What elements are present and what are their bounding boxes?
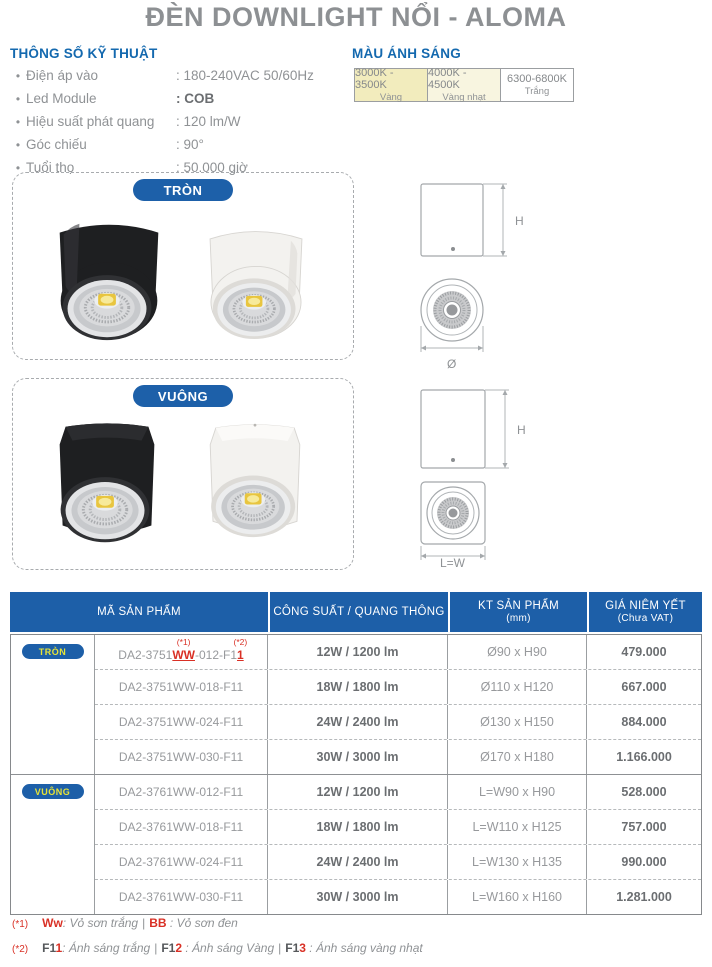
code-f12-digit: 2 <box>175 941 183 955</box>
spec-row-led-module <box>10 91 350 114</box>
group-badge-cell <box>11 775 95 914</box>
group-rows <box>95 775 701 914</box>
code-f13-prefix: F1 <box>285 941 300 955</box>
code-red-segment-ww: (*1) WW <box>172 637 195 662</box>
group-badge-cell <box>11 635 95 774</box>
header-power-flux: CÔNG SUẤT / QUANG THÔNG <box>268 592 448 632</box>
product-code-cell: DA2-3751WW-018-F11 <box>95 670 268 704</box>
square-lamp-black-image <box>41 411 173 559</box>
bullet-icon: • <box>15 161 21 175</box>
table-row <box>95 635 701 669</box>
diameter-dimension-label: Ø <box>447 357 457 371</box>
product-code-cell: DA2-3761WW-024-F11 <box>95 845 268 879</box>
bullet-icon: • <box>15 115 21 129</box>
footnote-ref-2: (*2) <box>233 637 248 647</box>
size-cell: Ø130 x H150 <box>448 705 587 739</box>
swatch-name: Trắng <box>524 86 550 97</box>
table-row <box>95 879 701 914</box>
code-f11-prefix: F1 <box>42 941 56 955</box>
table-row <box>95 669 701 704</box>
code-ww: Ww <box>42 916 63 930</box>
height-dimension-label: H <box>517 423 526 437</box>
power-cell: 30W / 3000 lm <box>268 880 448 914</box>
product-table <box>10 592 702 915</box>
spec-label: Tuổi thọ <box>26 160 75 175</box>
footnote-marker: (*1) <box>12 919 29 930</box>
header-product-code: MÃ SẢN PHẨM <box>97 606 181 618</box>
power-cell: 18W / 1800 lm <box>268 810 448 844</box>
table-body <box>10 634 702 915</box>
specs-heading: THÔNG SỐ KỸ THUẬT <box>10 46 158 61</box>
size-cell: Ø110 x H120 <box>448 670 587 704</box>
power-cell: 18W / 1800 lm <box>268 670 448 704</box>
size-cell: Ø90 x H90 <box>448 635 587 669</box>
round-lamp-black-image <box>43 207 175 353</box>
bullet-icon: • <box>15 92 21 106</box>
price-cell: 757.000 <box>621 820 667 834</box>
power-cell: 24W / 2400 lm <box>268 705 448 739</box>
size-cell: L=W160 x H160 <box>448 880 587 914</box>
price-cell: 1.281.000 <box>616 890 672 904</box>
price-cell: 1.166.000 <box>616 750 672 764</box>
swatch-cool <box>500 69 573 101</box>
power-cell: 24W / 2400 lm <box>268 845 448 879</box>
spec-label: Hiệu suất phát quang <box>26 114 155 129</box>
power-cell: 12W / 1200 lm <box>268 775 448 809</box>
round-group-badge: TRÒN <box>22 644 84 659</box>
table-row <box>95 739 701 774</box>
table-header-row <box>10 592 702 632</box>
light-color-table <box>354 68 574 102</box>
footnote-ref-1: (*1) <box>176 637 191 647</box>
code-bb: BB <box>149 916 167 930</box>
header-size: KT SẢN PHẨM (mm) <box>448 592 587 632</box>
product-code-cell: DA2-3751WW-024-F11 <box>95 705 268 739</box>
bullet-icon: • <box>15 138 21 152</box>
product-code-cell: DA2-3751 (*1) WW -012-F1 (*2) 1 <box>95 635 268 669</box>
size-cell: L=W110 x H125 <box>448 810 587 844</box>
table-group-square <box>11 774 701 914</box>
side-dimension-label: L=W <box>440 556 466 568</box>
round-box-label: TRÒN <box>133 179 233 201</box>
swatch-neutral <box>427 69 500 101</box>
round-lamp-white-image <box>195 215 317 351</box>
power-cell: 30W / 3000 lm <box>268 740 448 774</box>
page-title: ĐÈN DOWNLIGHT NỔI - ALOMA <box>145 2 567 32</box>
round-product-box <box>12 172 354 360</box>
code-f12-prefix: F1 <box>161 941 176 955</box>
size-cell: Ø170 x H180 <box>448 740 587 774</box>
square-dimension-diagram <box>413 384 563 568</box>
header-price: GIÁ NIÊM YẾT (Chưa VAT) <box>587 592 702 632</box>
spec-value: : COB <box>176 91 215 106</box>
group-rows <box>95 635 701 774</box>
price-cell: 479.000 <box>621 645 667 659</box>
code-f13-digit: 3 <box>299 941 306 955</box>
footnote-marker: (*2) <box>12 944 29 955</box>
spec-value: : 50.000 giờ <box>176 160 248 175</box>
product-code-cell: DA2-3761WW-030-F11 <box>95 880 268 914</box>
price-cell: 528.000 <box>621 785 667 799</box>
table-row <box>95 844 701 879</box>
square-group-badge: VUÔNG <box>22 784 84 799</box>
product-code-cell: DA2-3761WW-018-F11 <box>95 810 268 844</box>
table-row <box>95 704 701 739</box>
light-color-heading: MÀU ÁNH SÁNG <box>352 46 461 61</box>
code-red-segment-f: (*2) 1 <box>233 637 248 662</box>
spec-value: : 180-240VAC 50/60Hz <box>176 68 314 83</box>
size-cell: L=W130 x H135 <box>448 845 587 879</box>
size-cell: L=W90 x H90 <box>448 775 587 809</box>
code-f11-digit: 1 <box>55 941 63 955</box>
spec-label: Led Module <box>26 91 97 106</box>
specs-list <box>10 68 350 183</box>
swatch-warm <box>355 69 427 101</box>
square-product-box <box>12 378 354 570</box>
power-cell: 12W / 1200 lm <box>268 635 448 669</box>
square-box-label: VUÔNG <box>133 385 233 407</box>
spec-label: Điện áp vào <box>26 68 99 83</box>
swatch-range: 6300-6800K <box>507 73 567 85</box>
bullet-icon: • <box>15 69 21 83</box>
spec-label: Góc chiếu <box>26 137 87 152</box>
round-dimension-diagram <box>413 176 563 372</box>
swatch-range: 3000K - 3500K <box>355 67 394 91</box>
swatch-range: 4000K - 4500K <box>428 67 467 91</box>
spec-row-beam-angle <box>10 137 350 160</box>
footnote-2: (*2) F11: Ánh sáng trắng | F12 : Ánh sáng Vàng | F13 : Ánh sáng vàng nhạt <box>12 941 423 955</box>
spec-row-voltage <box>10 68 350 91</box>
footnote-1: (*1) Ww: Vỏ sơn trắng | BB : Vỏ sơn đen <box>12 916 238 930</box>
swatch-name: Vàng <box>379 92 403 103</box>
product-code-cell: DA2-3761WW-012-F11 <box>95 775 268 809</box>
product-code-cell: DA2-3751WW-030-F11 <box>95 740 268 774</box>
height-dimension-label: H <box>515 214 524 228</box>
price-cell: 884.000 <box>621 715 667 729</box>
spec-value: : 90° <box>176 137 204 152</box>
spec-value: : 120 lm/W <box>176 114 241 129</box>
square-lamp-white-image <box>193 413 317 553</box>
swatch-name: Vàng nhạt <box>442 92 486 103</box>
price-cell: 990.000 <box>621 855 667 869</box>
price-cell: 667.000 <box>621 680 667 694</box>
table-row <box>95 809 701 844</box>
table-row <box>95 775 701 809</box>
table-group-round <box>11 635 701 774</box>
spec-row-efficacy <box>10 114 350 137</box>
